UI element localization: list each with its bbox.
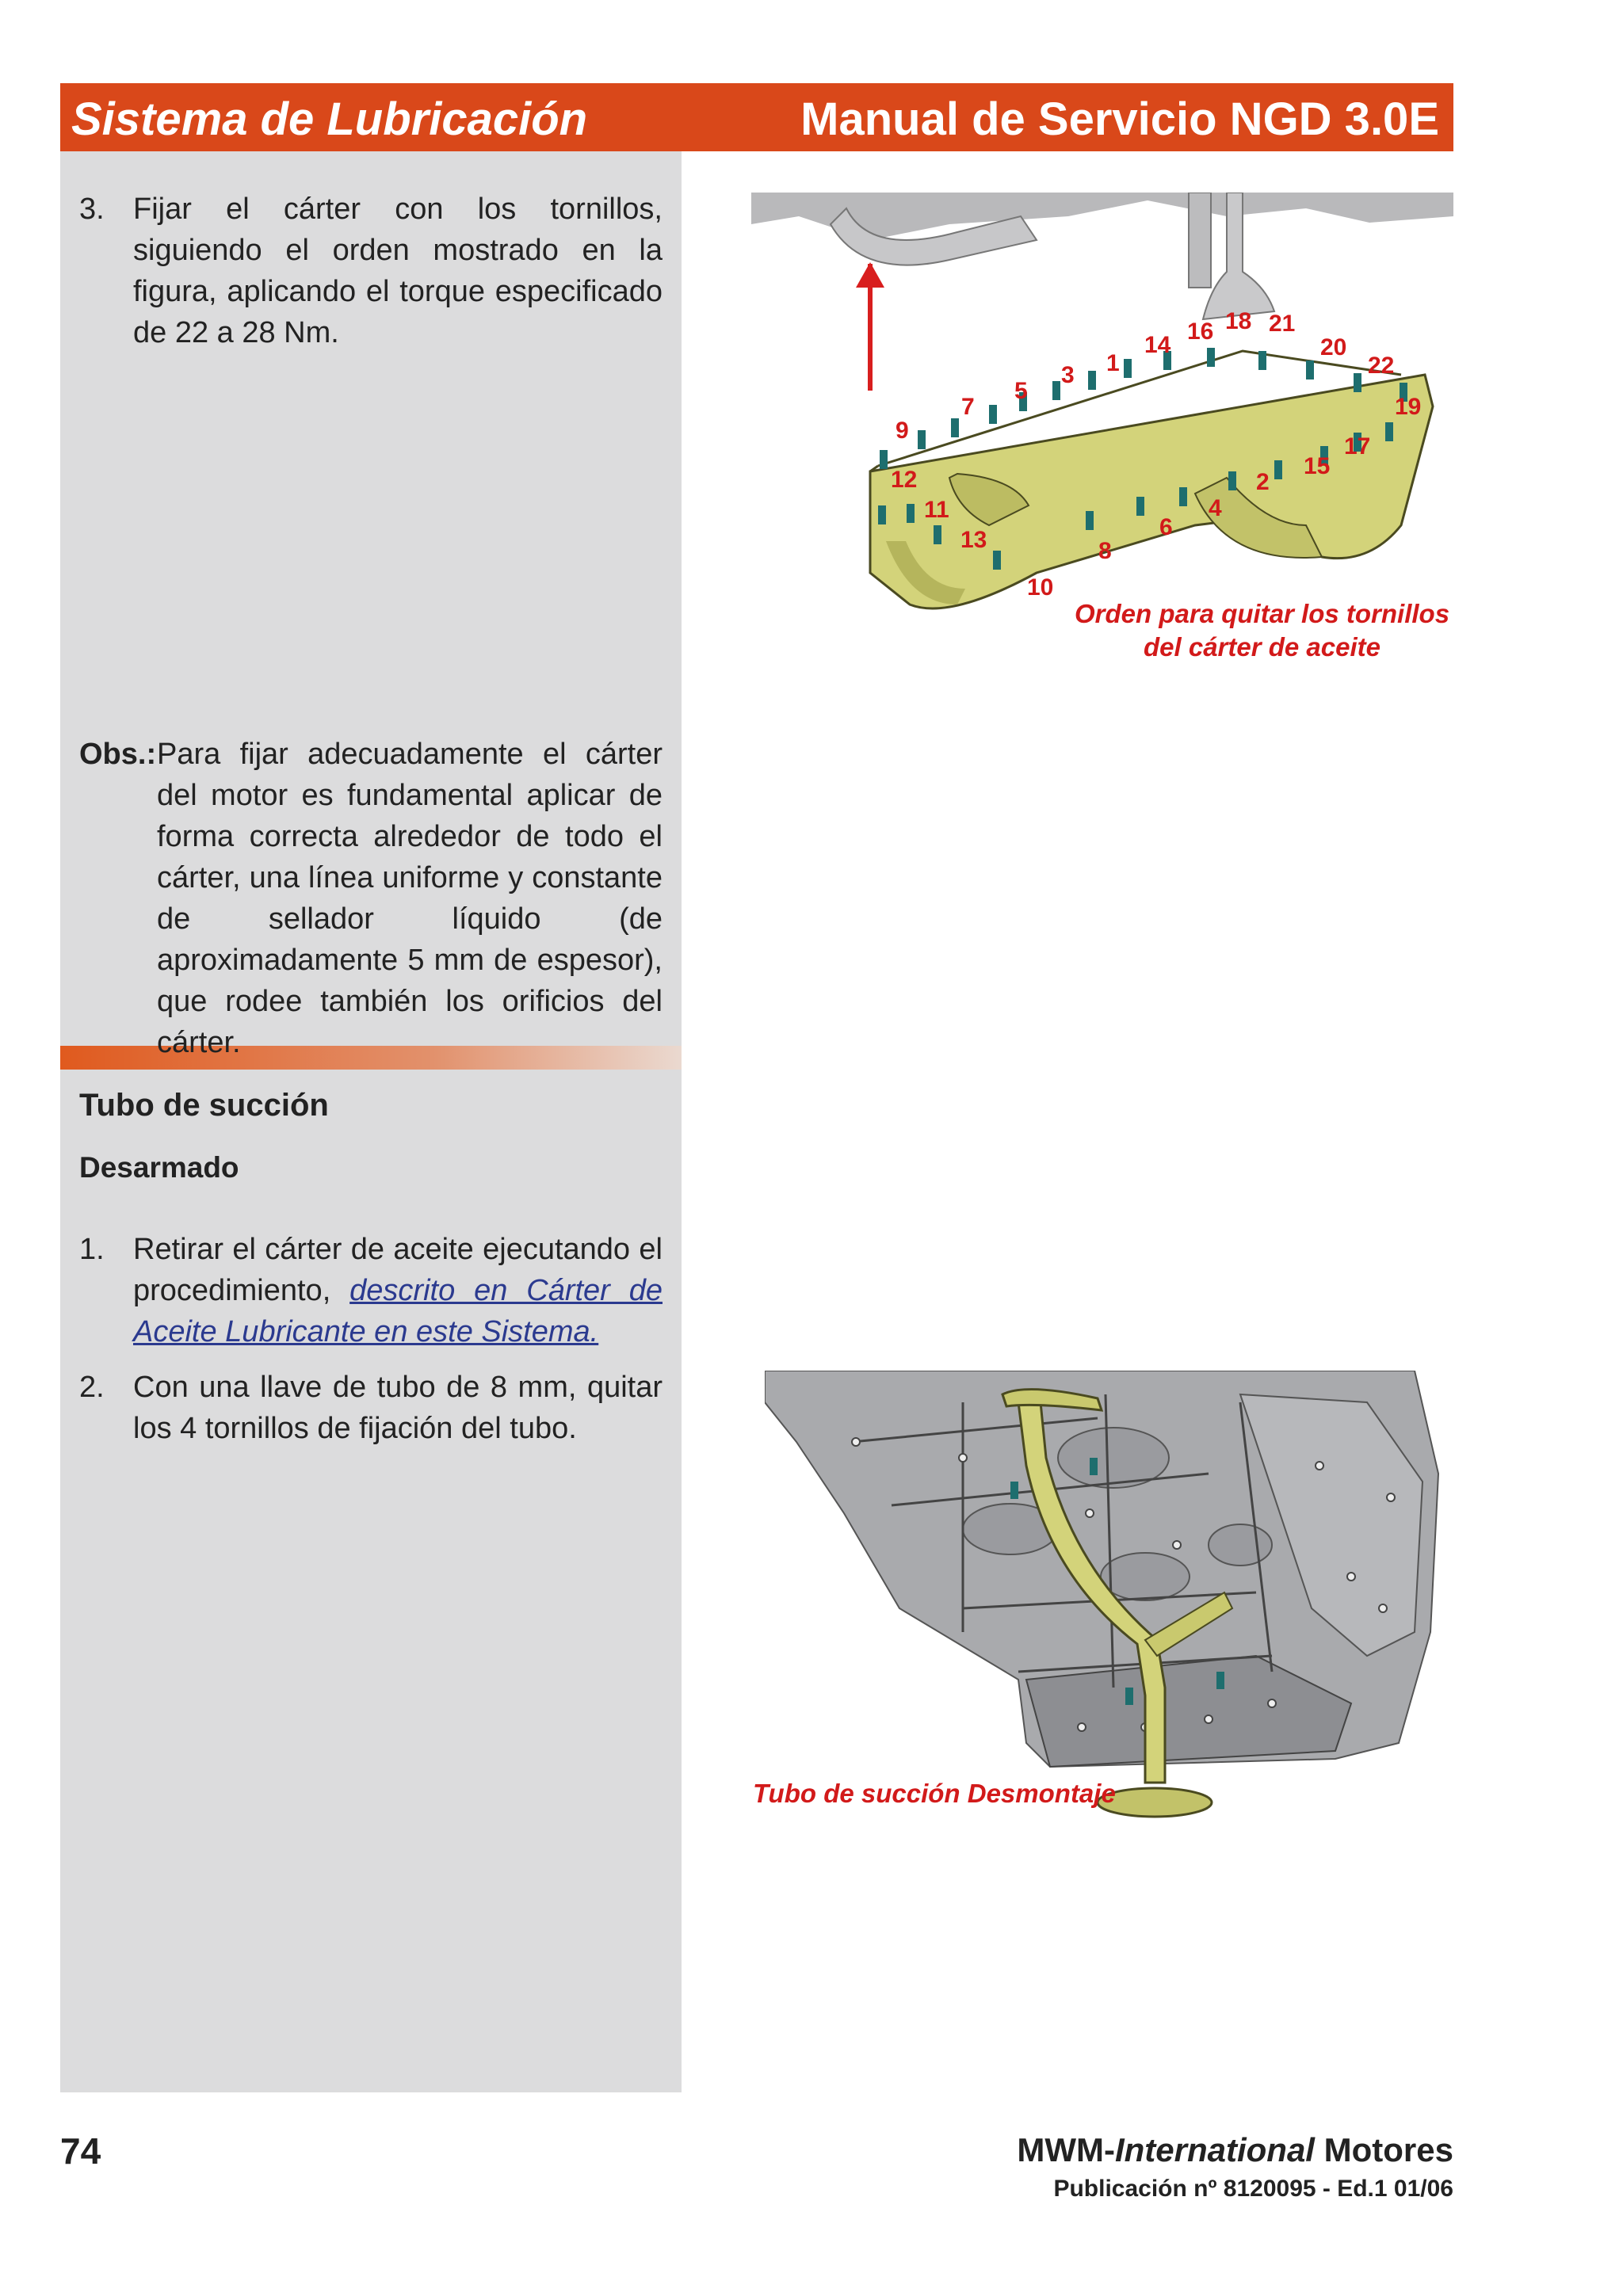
- publisher-brand: [1017, 2131, 1453, 2169]
- bolt-label-7: 7: [961, 394, 975, 420]
- manual-title: Manual de Servicio NGD 3.0E: [800, 93, 1439, 145]
- section-heading: Tubo de succión: [79, 1088, 329, 1123]
- bolt-label-5: 5: [1014, 378, 1028, 404]
- step-text-plain: Retirar el cárter de aceite ejecutando el procedimiento,: [133, 1233, 663, 1307]
- bolt-label-19: 19: [1395, 394, 1422, 420]
- bolt-label-17: 17: [1344, 433, 1371, 460]
- publication-info: Publicación nº 8120095 - Ed.1 01/06: [1053, 2176, 1453, 2202]
- bolt-label-18: 18: [1225, 308, 1252, 334]
- suction-tube-figure: [765, 1371, 1446, 1838]
- step-number: 1.: [79, 1233, 105, 1266]
- figure-caption: Tubo de succión Desmontaje: [753, 1779, 1116, 1808]
- cross-reference-link[interactable]: descrito en Cárter de Aceite Lubricante en este Sistema.: [133, 1274, 663, 1348]
- obs-label: Obs.:: [79, 738, 157, 771]
- step-number: 3.: [79, 193, 105, 226]
- brand-prefix: MWM-: [1017, 2131, 1115, 2168]
- subsection-heading: Desarmado: [79, 1151, 239, 1184]
- bolt-label-16: 16: [1187, 318, 1214, 345]
- step-text: Fijar el cárter con los tornillos, siguiendo el orden mostrado en la figura, aplicando el torque especificado de 22 a 28 Nm.: [133, 193, 663, 349]
- bolt-label-11: 11: [924, 497, 949, 523]
- bolt-label-13: 13: [960, 527, 987, 553]
- bolt-label-21: 21: [1269, 311, 1296, 337]
- step-number: 2.: [79, 1371, 105, 1404]
- brand-italic: International: [1114, 2131, 1315, 2168]
- bolt-label-20: 20: [1320, 334, 1347, 360]
- bolt-label-15: 15: [1304, 453, 1331, 479]
- bolt-label-22: 22: [1368, 353, 1395, 379]
- figure-caption-line1: Orden para quitar los tornillos: [1075, 599, 1450, 628]
- bolt-label-3: 3: [1061, 362, 1075, 388]
- bolt-label-1: 1: [1106, 350, 1120, 376]
- page-number: 74: [60, 2130, 101, 2172]
- bolt-label-12: 12: [891, 467, 918, 493]
- bolt-label-6: 6: [1159, 514, 1173, 540]
- bolt-label-9: 9: [896, 418, 909, 444]
- bolt-label-8: 8: [1098, 538, 1112, 564]
- figure-caption-line2: del cárter de aceite: [1144, 632, 1381, 662]
- obs-text: Para fijar adecuadamente el cárter del motor es fundamental aplicar de forma correcta alrededor de todo el cárter, una línea uniforme y constante de sellador líquido (de aproximadamente 5 mm de espesor), que rodee también los orificios del cárter.: [157, 738, 663, 1059]
- bolt-label-14: 14: [1144, 332, 1171, 358]
- step-text: [133, 1229, 663, 1352]
- bolt-label-4: 4: [1209, 495, 1222, 521]
- section-title: Sistema de Lubricación: [71, 93, 588, 145]
- bolt-label-10: 10: [1027, 574, 1054, 601]
- step-text: Con una llave de tubo de 8 mm, quitar los 4 tornillos de fijación del tubo.: [133, 1371, 663, 1445]
- suction-tube-illustration: [765, 1371, 1446, 1838]
- bolt-label-2: 2: [1256, 469, 1270, 495]
- brand-suffix: Motores: [1314, 2131, 1453, 2168]
- page-header: [60, 83, 1453, 151]
